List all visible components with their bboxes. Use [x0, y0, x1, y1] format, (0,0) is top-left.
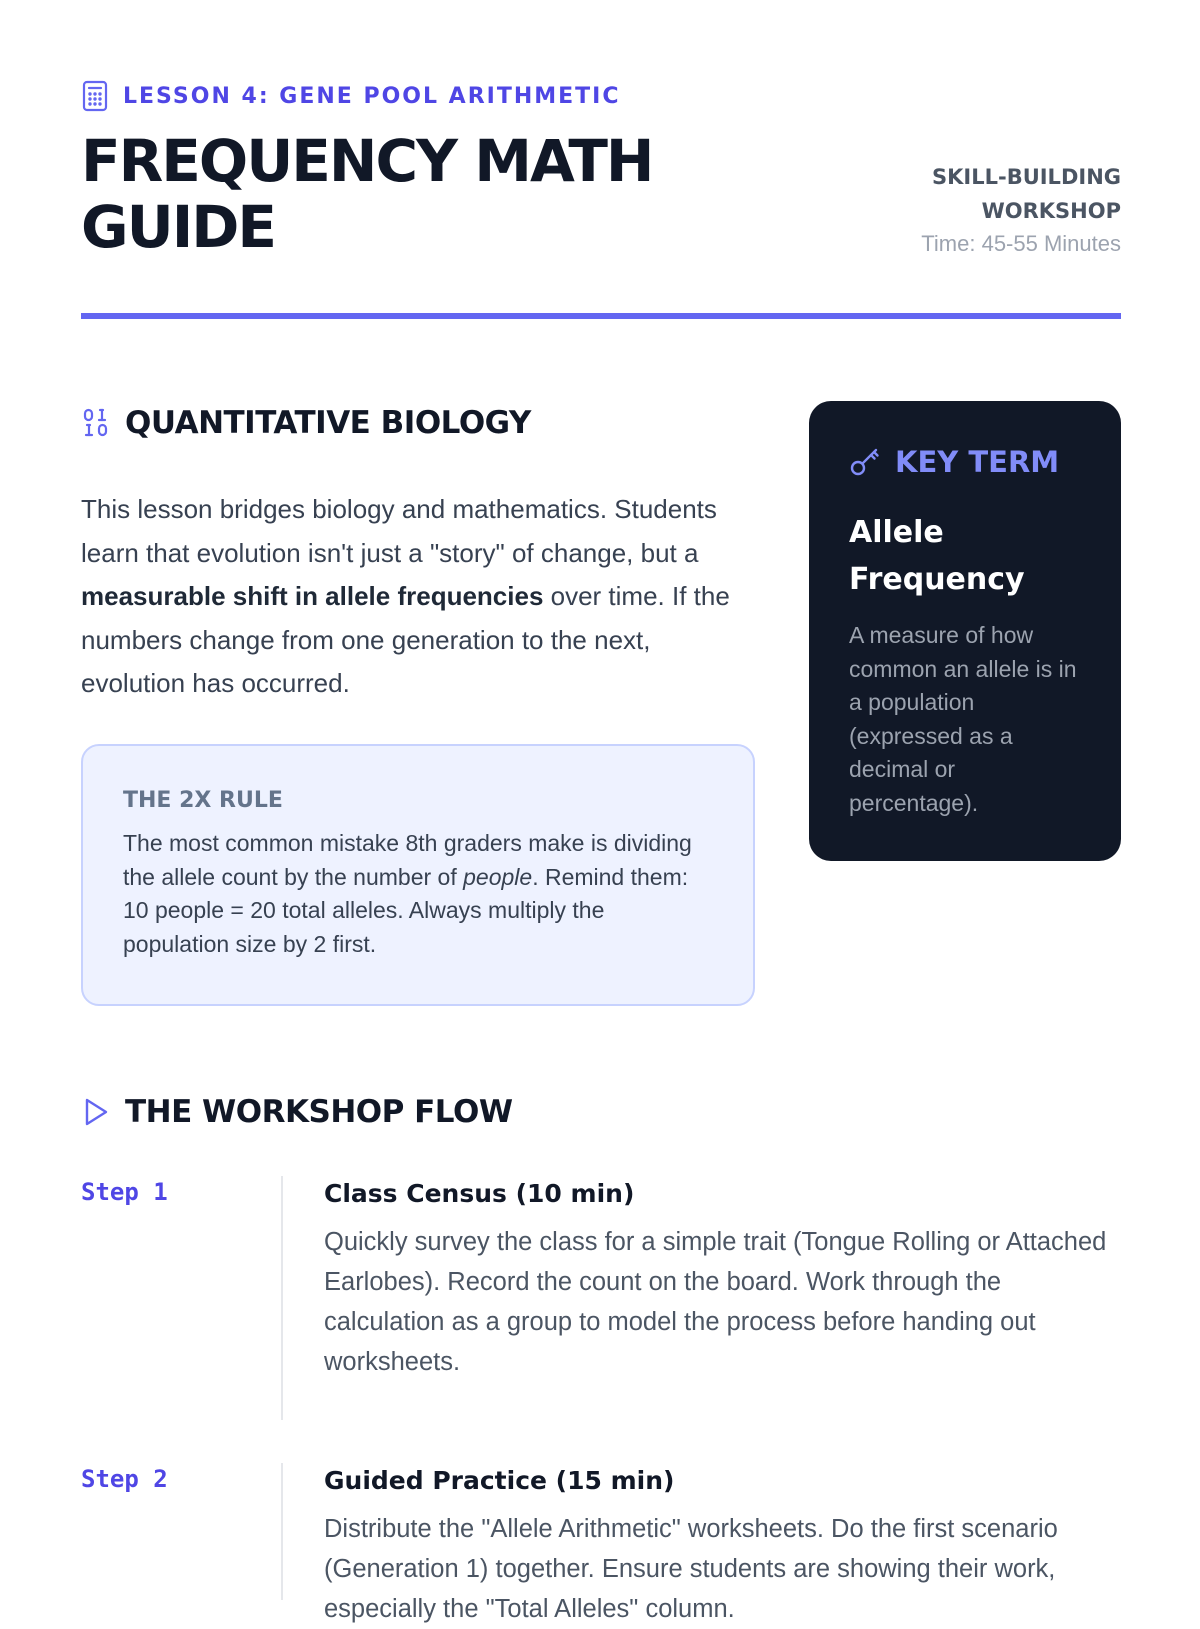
key-term-definition: A measure of how common an allele is in a population (expressed as a decimal or percentage). — [849, 622, 1077, 816]
step-content — [324, 1176, 1124, 1382]
workshop-type — [821, 160, 1121, 228]
rule-body — [123, 827, 713, 961]
calculator-icon — [81, 80, 109, 112]
header-divider — [81, 313, 1121, 319]
key-term-name: Allele Frequency — [849, 515, 1025, 597]
time-estimate: Time: 45-55 Minutes — [921, 231, 1121, 256]
lesson-label: LESSON 4: GENE POOL ARITHMETIC — [123, 83, 621, 109]
play-icon — [81, 1096, 111, 1128]
key-term-label: KEY TERM — [895, 445, 1060, 479]
key-icon — [849, 447, 881, 477]
step-divider — [281, 1176, 283, 1420]
intro-emphasis: measurable shift in allele frequencies — [81, 581, 544, 611]
workshop-heading — [81, 1094, 513, 1130]
two-x-rule-callout — [81, 744, 755, 1006]
rule-text-end: . Remind them: 10 people = 20 total alleles. Always multiply the population size by 2 first. — [123, 863, 689, 957]
quantitative-title: QUANTITATIVE BIOLOGY — [125, 405, 531, 441]
step-description: Quickly survey the class for a simple trait (Tongue Rolling or Attached Earlobes). Record the count on the board. Work through the calculation as a group to model the process before handing out worksheets. — [324, 1228, 1107, 1376]
rule-heading: THE 2X RULE — [123, 788, 283, 813]
rule-emphasis: people — [463, 863, 533, 890]
workshop-title: THE WORKSHOP FLOW — [125, 1094, 513, 1130]
title-line-2: GUIDE — [81, 193, 276, 261]
quantitative-heading — [81, 405, 531, 441]
step-title: Guided Practice (15 min) — [324, 1466, 675, 1495]
step-description: Distribute the "Allele Arithmetic" worksheets. Do the first scenario (Generation 1) together. Ensure students are showing their work, especially the "Total Alleles" column. — [324, 1515, 1058, 1623]
intro-paragraph — [81, 488, 761, 706]
intro-text-end: over time. If the numbers change from one generation to the next, evolution has occurred. — [81, 581, 730, 698]
workshop-type-line-2: WORKSHOP — [981, 199, 1121, 223]
header-meta — [821, 160, 1121, 260]
step-content — [324, 1463, 1124, 1629]
step-divider — [281, 1463, 283, 1600]
key-term-card — [809, 401, 1121, 861]
binary-icon — [81, 407, 111, 439]
step-title: Class Census (10 min) — [324, 1179, 635, 1208]
lesson-guide-page — [81, 0, 1121, 1623]
title-line-1: FREQUENCY MATH — [81, 127, 653, 195]
key-term-heading — [849, 445, 1081, 479]
workshop-type-line-1: SKILL-BUILDING — [932, 165, 1121, 189]
intro-text-start: This lesson bridges biology and mathematics. Students learn that evolution isn't just a "story" of change, but a — [81, 494, 717, 568]
step-label: Step 2 — [81, 1465, 168, 1493]
step-label: Step 1 — [81, 1178, 168, 1206]
rule-text-start: The most common mistake 8th graders make is dividing the allele count by the number of — [123, 830, 692, 890]
lesson-tag — [81, 80, 621, 112]
page-title — [81, 128, 761, 260]
